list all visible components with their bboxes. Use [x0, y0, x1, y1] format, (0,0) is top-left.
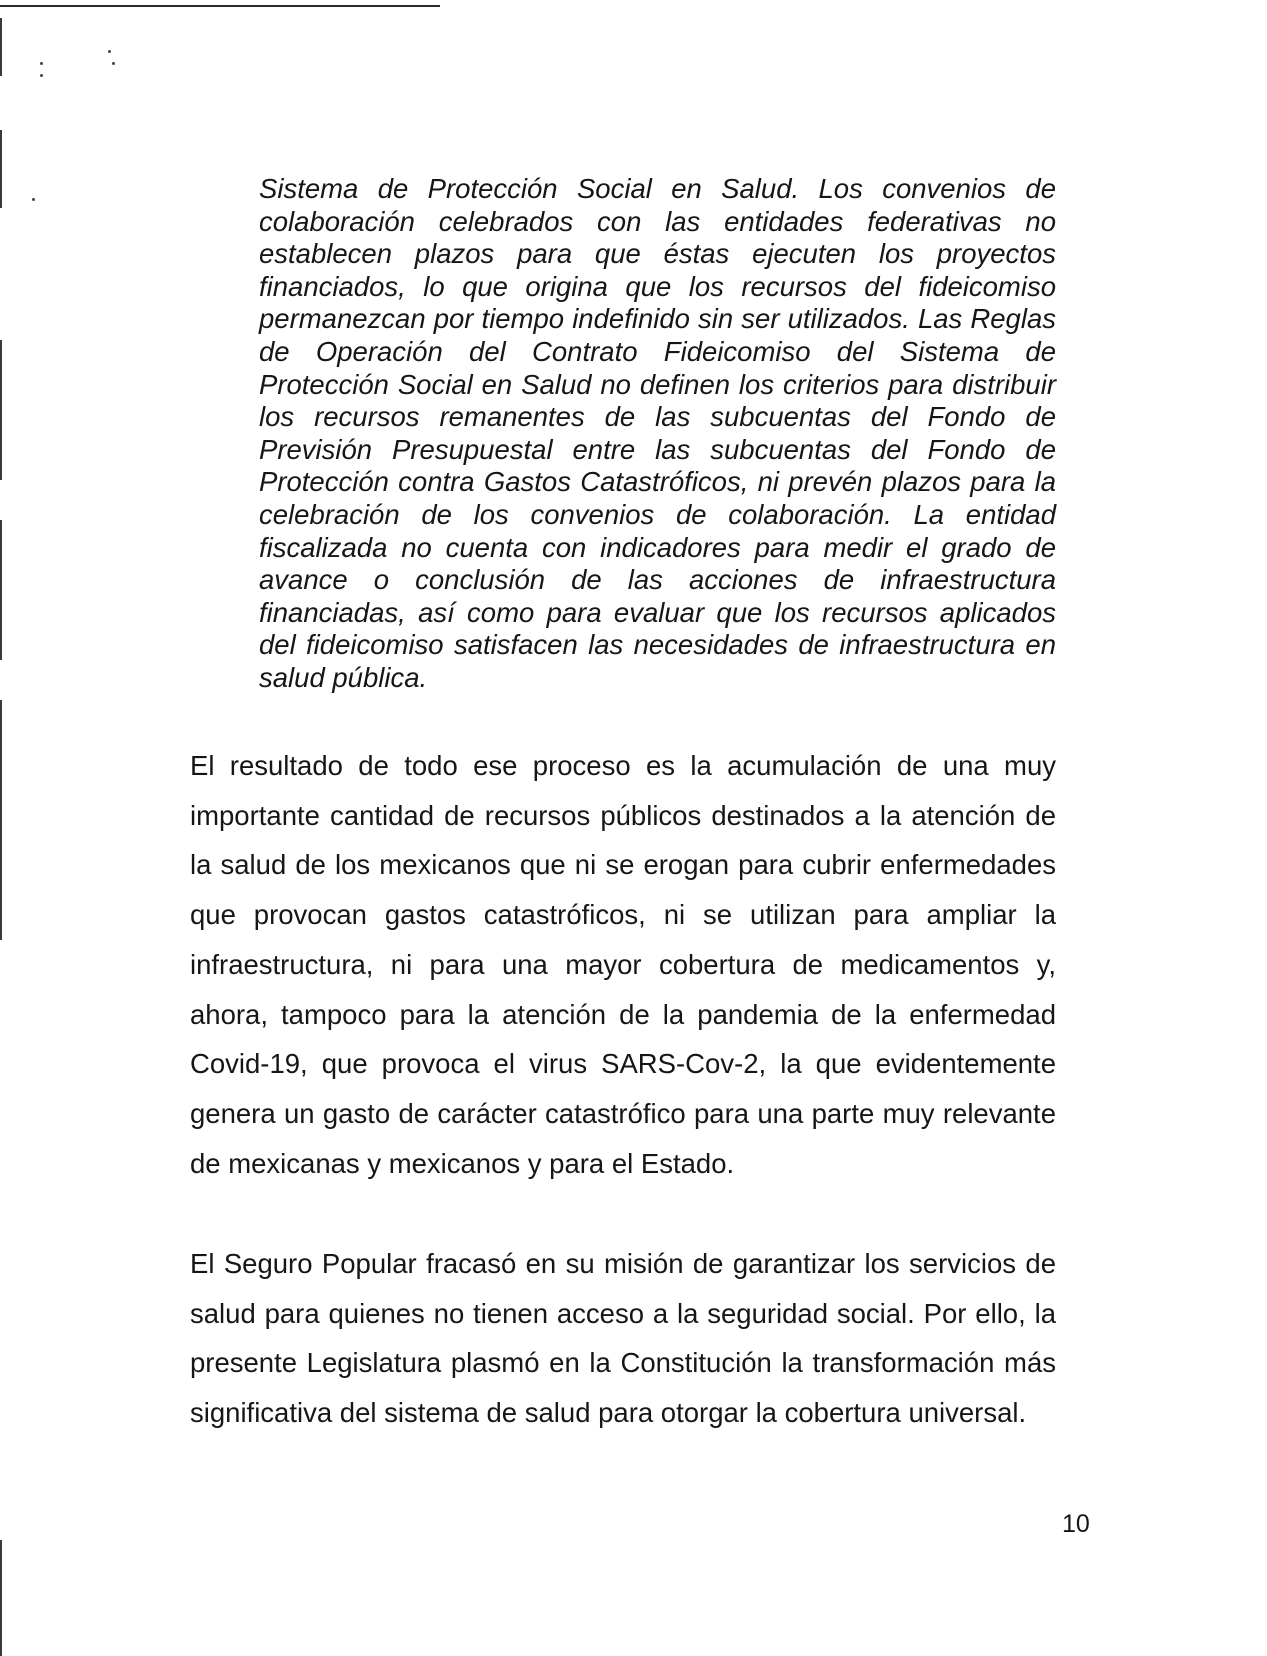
- scan-speck: [112, 62, 115, 65]
- scan-speck: [32, 198, 35, 201]
- scan-speck: [108, 50, 111, 53]
- scan-speck: [40, 62, 43, 65]
- scan-left-edge-mark: [0, 340, 2, 480]
- scan-left-edge-mark: [0, 700, 2, 940]
- page-number: 10: [1062, 1510, 1090, 1538]
- scan-top-border-line: [0, 5, 440, 7]
- quoted-audit-excerpt: Sistema de Protección Social en Salud. Los convenios de colaboración celebrados con las entidades federativas no establecen plazos para que éstas ejecuten los proyectos financiados, lo que origina que los recursos del fideicomiso permanezcan por tiempo indefinido sin ser utilizados. Las Reglas de Operación del Contrato Fideicomiso del Sistema de Protección Social en Salud no definen los criterios para distribuir los recursos remanentes de las subcuentas del Fondo de Previsión Presupuestal entre las subcuentas del Fondo de Protección contra Gastos Catastróficos, ni prevén plazos para la celebración de los convenios de colaboración. La entidad fiscalizada no cuenta con indicadores para medir el grado de avance o conclusión de las acciones de infraestructura financiadas, así como para evaluar que los recursos aplicados del fideicomiso satisfacen las necesidades de infraestructura en salud pública.: [259, 173, 1056, 693]
- scan-left-edge-mark: [0, 130, 2, 208]
- body-paragraph: El Seguro Popular fracasó en su misión de garantizar los servicios de salud para quienes no tienen acceso a la seguridad social. Por ello, la presente Legislatura plasmó en la Constitución la transformación más significativa del sistema de salud para otorgar la cobertura universal.: [190, 1248, 1056, 1429]
- body-paragraph: El resultado de todo ese proceso es la acumulación de una muy importante cantidad de recursos públicos destinados a la atención de la salud de los mexicanos que ni se erogan para cubrir enfermedades que provocan gastos catastróficos, ni se utilizan para ampliar la infraestructura, ni para una mayor cobertura de medicamentos y, ahora, tampoco para la atención de la pandemia de la enfermedad Covid-19, que provoca el virus SARS-Cov-2, la que evidentemente genera un gasto de carácter catastrófico para una parte muy relevante de mexicanas y mexicanos y para el Estado.: [190, 750, 1056, 1179]
- scan-left-edge-mark: [0, 1540, 2, 1656]
- scan-speck: [40, 74, 43, 77]
- scan-left-edge-mark: [0, 520, 2, 660]
- scan-left-edge-mark: [0, 18, 2, 76]
